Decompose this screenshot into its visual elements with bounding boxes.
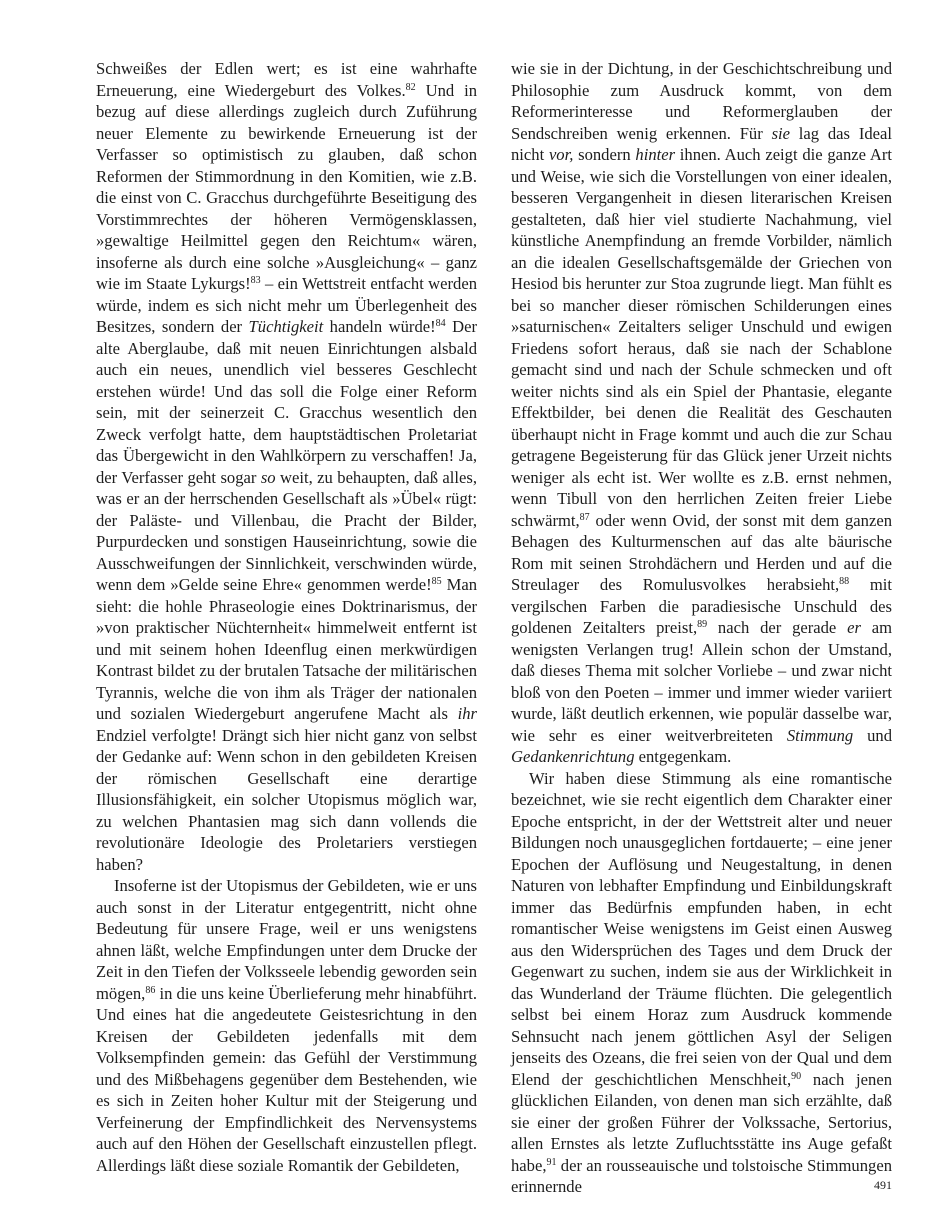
paragraph [96, 875, 477, 1176]
footnote-ref-83[interactable]: 83 [250, 275, 261, 286]
text-run: wie sie in der Dichtung, in der Geschichtschreibung und Philosophie zum Ausdruck kommt, von dem Reformerinteresse und Reformerglauben der Sendschreiben wenig erkennen. Für [511, 59, 892, 143]
text-run: mit vergilschen Farben die paradiesische Unschuld des goldenen Zeitalters preist, [511, 575, 892, 637]
emphasis: so [260, 467, 276, 487]
footnote-ref-91[interactable]: 91 [546, 1156, 557, 1168]
text-run: ihnen. Auch zeigt die ganze Art und Weise, wie sich die Vorstellungen von einer idealen, besseren Vergangenheit in diesen literarischen Kreisen gestalteten, daß hier viel studierte Nachahmung, viel künstliche Anempfindung an fremde Vorbilder, nämlich an die idealen Gesellschaftsgemälde der Griechen von Hesiod bis herunter zur Stoa zugrunde liegt. Man fühlt es bei so mancher dieser römischen Schilderungen eines »saturnischen« Zeitalters seliger Unschuld und ewigen Friedens sofort heraus, daß sie nach der Schablone gemacht sind und nach der Schule schmecken und oft weiter nichts sind als ein Spiel der Phantasie, elegante Effektbilder, bei denen die Realität des Geschauten überhaupt nicht in Frage kommt und auch die zur Schau getragene Begeisterung für das Glück jener Urzeit nichts weniger als echt ist. Wer wollte es z.B. ernst nehmen, wenn Tibull von den herrlichen Zeiten freier Liebe schwärmt, [511, 145, 892, 530]
footnote-ref-84[interactable]: 84 [435, 318, 446, 329]
footnote-ref-82[interactable]: 82 [405, 81, 416, 93]
emphasis: sie [771, 123, 790, 143]
left-column [96, 58, 477, 1176]
emphasis: ihr [457, 704, 477, 723]
text-run: nach jenen glücklichen Eilanden, von denen man sich erzählte, daß sie einer der großen Führer der Volkssache, Sertorius, allen Ernstes als letzte Zufluchtsstätte ins Auge gefaßt habe, [511, 1069, 892, 1175]
paragraph [96, 58, 477, 875]
right-column [511, 58, 892, 1198]
emphasis: Stimmung [786, 725, 854, 745]
text-run: Der alte Aberglaube, daß mit neuen Einrichtungen alsbald auch ein neues, unendlich viel besseres Geschlecht erstehen würde! Und das soll die Folge einer Reform sein, mit der seinerzeit C. Gracchus wesentlich den Zweck verfolgt hatte, dem hauptstädtischen Proletariat das Übergewicht in den Wahlkörpern zu verschaffen! Ja, der Verfasser geht sogar [96, 317, 477, 487]
paragraph [511, 768, 892, 1198]
emphasis: Tüchtigkeit [248, 317, 324, 336]
footnote-ref-87[interactable]: 87 [579, 511, 590, 523]
text-run: Schweißes der Edlen wert; es ist eine wahrhafte Erneuerung, eine Wiedergeburt des Volkes. [96, 59, 477, 100]
footnote-ref-88[interactable]: 88 [839, 576, 850, 587]
emphasis: vor, [548, 145, 574, 164]
text-run: weit, zu behaupten, daß alles, was er an der herrschenden Gesellschaft als »Übel« rügt: der Paläste- und Villenbau, die Pracht der Bilder, Purpurdecken und sonstigen Hauseinrichtung, sowie die Ausschweifungen der Sinnlichkeit, verschwinden würde, wenn dem »Gelde seine Ehre« genommen werde! [96, 467, 477, 594]
text-run: in die uns keine Überlieferung mehr hinabführt. Und eines hat die angedeutete Geistesrichtung in den Kreisen der Gebildeten jedenfalls mit dem Volksempfinden gemein: das Gefühl der Verstimmung und des Mißbehagens gegenüber dem Bestehenden, wie es sich in Zeiten hoher Kultur mit der Steigerung und Verfeinerung der Empfindlichkeit des Nervensystems auch auf den Höhen der Gesellschaft einzustellen pflegt. Allerdings läßt diese soziale Romantik der Gebildeten, [96, 983, 477, 1175]
text-run: nach der gerade [707, 618, 848, 637]
text-run: oder wenn Ovid, der sonst mit dem ganzen Behagen des Kulturmenschen auf das alte bäurische Rom mit seinen Strohdächern und Herden und auf die Streulager des Romulusvolkes herabsieht, [511, 510, 892, 594]
text-run: Und in bezug auf diese allerdings zugleich durch Zuführung neuer Elemente zu bewirkende Erneuerung ist der Verfasser so optimistisch zu glauben, daß schon Reformen der Stimmordnung in den Komitien, wie z.B. die einst von C. Gracchus durchgeführte Beseitigung des Vorstimmrechtes der höheren Vermögensklassen, »gewaltige Heilmittel gegen den Reichtum« wären, insoferne als durch eine solche »Ausgleichung« – ganz wie im Staate Lykurgs! [96, 80, 477, 293]
text-run: – ein Wettstreit entfacht werden würde, indem es sich nicht mehr um Überlegenheit des Besitzes, sondern der [96, 274, 477, 336]
text-run: lag das Ideal nicht [511, 123, 892, 164]
footnote-ref-85[interactable]: 85 [431, 576, 442, 587]
emphasis: Gedankenrichtung [511, 747, 635, 766]
text-run: entgegenkam. [634, 747, 732, 766]
text-run: am wenigsten Verlangen trug! Allein schon der Umstand, daß dieses Thema mit solcher Vorliebe – und zwar nicht bloß von den Poeten – immer und immer wieder variiert wurde, läßt deutlich erkennen, wie populär dasselbe war, wie sehr es einer weitverbreiteten [511, 618, 893, 745]
text-run: der an rousseauische und tolstoische Stimmungen erinnernde [511, 1155, 892, 1196]
text-run: und [853, 725, 892, 745]
text-run: Insoferne ist der Utopismus der Gebildeten, wie er uns auch sonst in der Literatur entgegentritt, nicht ohne Bedeutung für unsere Frage, weil er uns wenigstens ahnen läßt, welche Empfindungen unter dem Drucke der Zeit in den Tiefen der Volksseele lebendig geworden sein mögen, [96, 876, 477, 1003]
footnote-ref-86[interactable]: 86 [145, 984, 156, 996]
text-run: Man sieht: die hohle Phraseologie eines Doktrinarismus, der »von praktischer Nüchternheit« himmelweit entfernt ist und mit seinem hohen Ideenflug einen merkwürdigen Kontrast bildet zu der brutalen Tatsache der militärischen Tyrannis, welche die von ihm als Träger der nationalen und sozialen Wiedergeburt angerufene Macht als [96, 575, 477, 723]
emphasis: er [847, 618, 861, 637]
paragraph [511, 58, 892, 768]
footnote-ref-89[interactable]: 89 [697, 619, 708, 630]
footnote-ref-90[interactable]: 90 [791, 1070, 802, 1082]
text-run: Endziel verfolgte! Drängt sich hier nicht ganz von selbst der Gedanke auf: Wenn schon in den gebildeten Kreisen der römischen Gesellschaft eine derartige Illusionsfähigkeit, ein solcher Utopismus möglich war, zu welchen Phantasien mag sich dann vollends die revolutionäre Ideologie des Proletariers verstiegen haben? [96, 725, 477, 874]
page-number: 491 [874, 1178, 892, 1192]
text-run: Wir haben diese Stimmung als eine romantische bezeichnet, wie sie recht eigentlich dem Charakter einer Epoche entspricht, in der der Wettstreit alter und neuer Bildungen noch unausgeglichen fortdauerte; – eine jener Epochen der Auflösung und Neugestaltung, in denen Naturen von lebhafter Empfindung und Einbildungskraft immer das Bedürfnis empfunden haben, in echt romantischer Weise wenigstens im Geist einen Ausweg aus den Widersprüchen des Tages und dem Druck der Gegenwart zu suchen, indem sie aus der Wirklichkeit in das Wunderland der Träume flüchten. Die gelegentlich selbst bei einem Horaz zum Ausdruck kommende Sehnsucht nach jenem göttlichen Asyl der Seligen jenseits des Ozeans, die frei seien von der Qual und dem Elend der geschichtlichen Menschheit, [511, 768, 892, 1089]
emphasis: hinter [635, 145, 676, 164]
text-run: sondern [573, 145, 636, 164]
text-run: handeln würde! [323, 317, 436, 336]
